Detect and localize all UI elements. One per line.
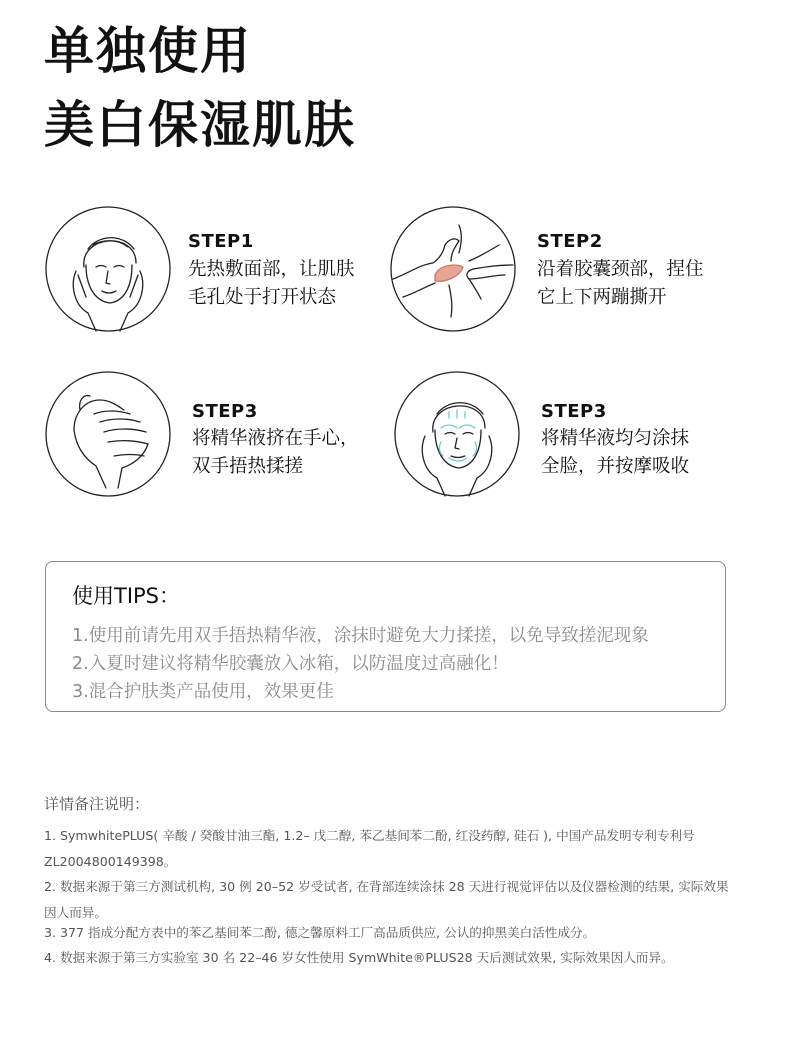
note-item: 4. 数据来源于第三方实验室 30 名 22–46 岁女性使用 SymWhite®PLUS28 天后测试效果, 实际效果因人而异。 — [44, 950, 674, 965]
step3a-text-line1: 将精华液挤在手心， — [192, 428, 359, 449]
tip-item: 1.使用前请先用双手捂热精华液，涂抹时避免大力揉搓，以免导致搓泥现象 — [72, 626, 649, 646]
note-item: 2. 数据来源于第三方测试机构, 30 例 20–52 岁受试者, 在背部连续涂抹 28 天进行视觉评估以及仪器检测的结果, 实际效果因人而异。 — [44, 879, 729, 920]
tips-box — [45, 561, 726, 712]
hands-rub-icon — [44, 370, 172, 498]
face-massage-icon — [393, 370, 521, 498]
title-line-1: 单独使用 — [44, 22, 252, 80]
step3b-text-line2: 全脸，并按摩吸收 — [541, 456, 690, 477]
tip-item: 3.混合护肤类产品使用，效果更佳 — [72, 682, 334, 702]
tips-title: 使用TIPS： — [72, 584, 181, 608]
step3a-text-line2: 双手捂热揉搓 — [192, 456, 304, 477]
step2-label: STEP2 — [537, 231, 603, 252]
title-line-2: 美白保湿肌肤 — [44, 96, 356, 154]
tip-item: 2.入夏时建议将精华胶囊放入冰箱，以防温度过高融化！ — [72, 654, 509, 674]
step3a-label: STEP3 — [192, 401, 258, 422]
note-item: 3. 377 指成分配方表中的苯乙基间苯二酚, 德之馨原料工厂高品质供应, 公认的抑黑美白活性成分。 — [44, 925, 596, 940]
capsule-tear-icon — [389, 205, 517, 333]
note-item: 1. SymwhitePLUS( 辛酸 / 癸酸甘油三酯, 1.2– 戊二醇, 苯乙基间苯二酚, 红没药醇, 硅石 ), 中国产品发明专利专利号 ZL2004800149398。 — [44, 828, 695, 869]
step2-text-line1: 沿着胶囊颈部，捏住 — [537, 259, 704, 280]
step3b-label: STEP3 — [541, 401, 607, 422]
step1-text-line1: 先热敷面部，让肌肤 — [188, 259, 355, 280]
face-warm-icon — [44, 205, 172, 333]
notes-heading: 详情备注说明： — [44, 795, 150, 813]
step1-text-line2: 毛孔处于打开状态 — [188, 287, 337, 308]
step2-text-line2: 它上下两蹦撕开 — [537, 287, 667, 308]
step1-label: STEP1 — [188, 231, 254, 252]
step3b-text-line1: 将精华液均匀涂抹 — [541, 428, 690, 449]
